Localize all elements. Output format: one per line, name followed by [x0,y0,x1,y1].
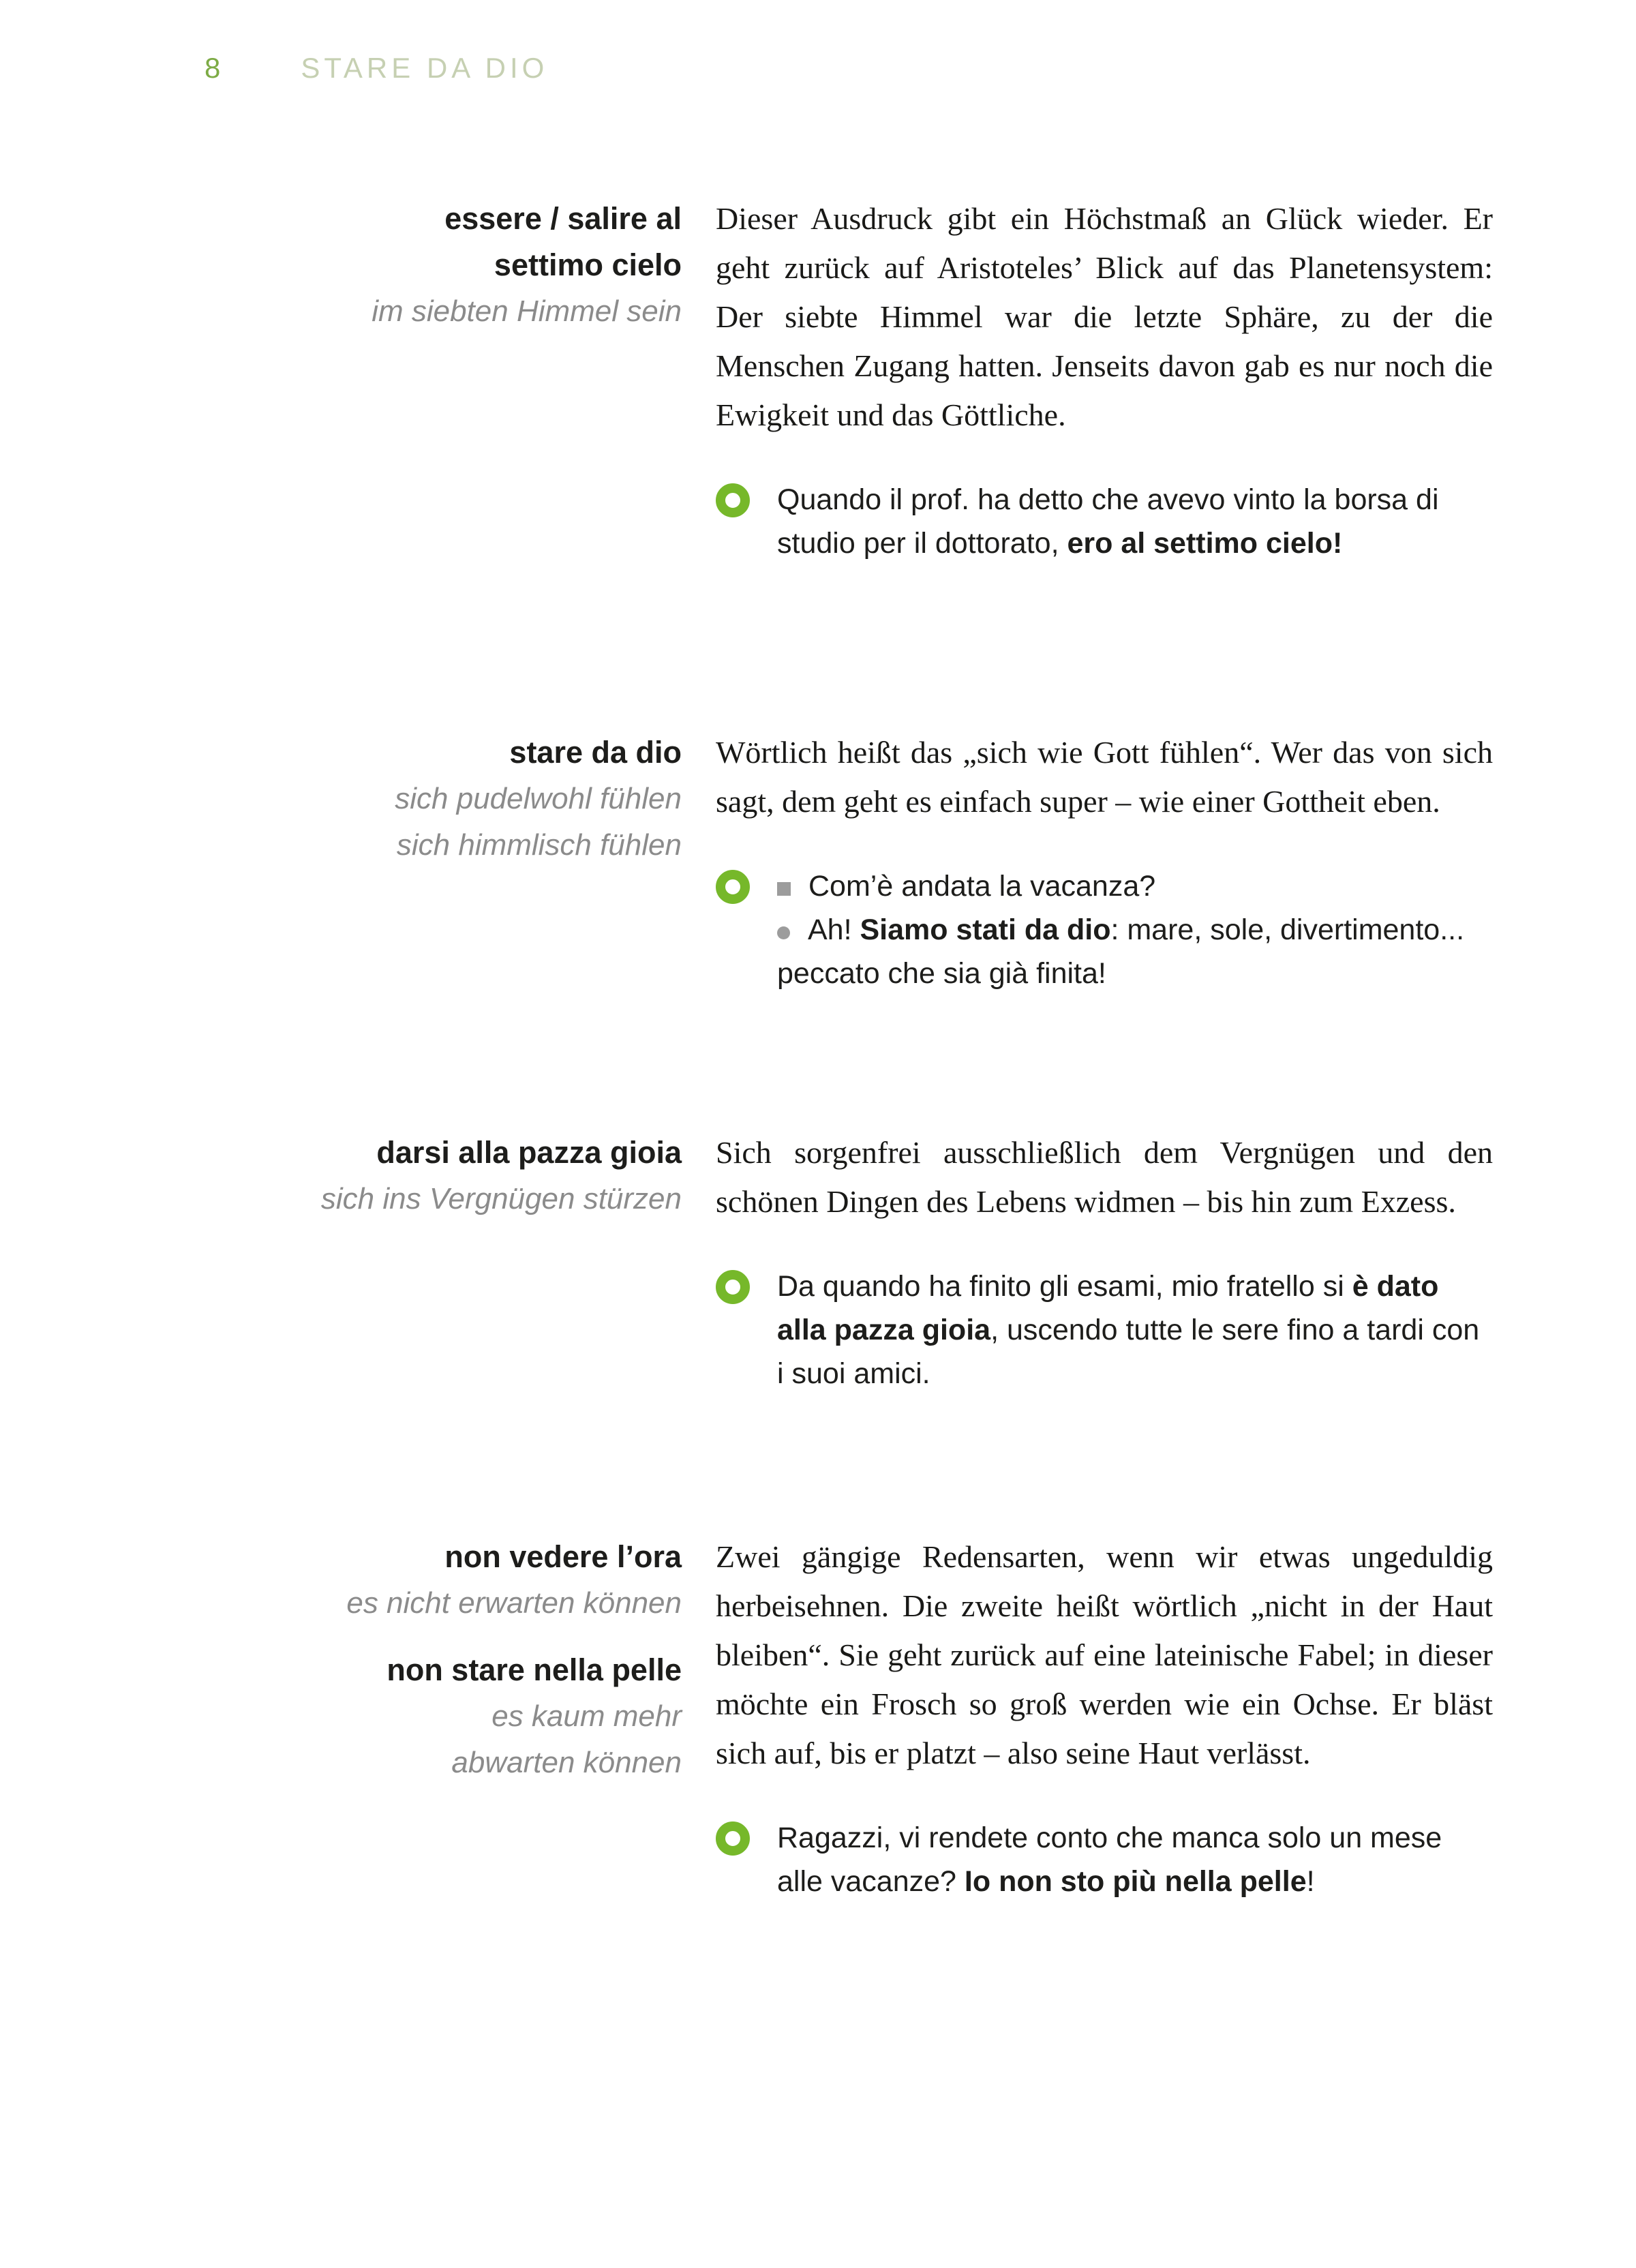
text-segment: , uscendo tutte le sere fino a tardi con i suoi amici. [777,1314,1480,1390]
idiom-translation: es nicht erwarten können [346,1586,682,1620]
explanation-column [716,1128,1493,1395]
idiom-entry [204,728,1493,995]
example-block [716,478,1493,565]
headword-column [204,728,682,995]
explanation-text: Sich sorgenfrei ausschließlich dem Vergnügen und den schönen Dingen des Lebens widmen – bis hin zum Exzess. [716,1135,1493,1219]
idiom-headword: darsi alla pazza gioia [376,1135,682,1170]
example-sentence [777,1816,1493,1903]
text-segment: Com’è andata la vacanza? [808,870,1156,903]
explanation-column [716,1532,1493,1903]
idiom-translation: sich himmlisch fühlen [396,828,682,862]
explanation-column [716,728,1493,995]
text-segment: ! [1306,1865,1315,1898]
example-bullet-icon [716,870,750,904]
text-segment-bold: Siamo stati da dio [860,913,1111,946]
explanation-text: Dieser Ausdruck gibt ein Höchstmaß an Glück wieder. Er geht zurück auf Aristoteles’ Blick auf das Planetensystem: Der siebte Himmel war die letzte Sphäre, zu der die Menschen Zugang hatten. Jenseits davon gab es nur noch die Ewigkeit und das Göttliche. [716,201,1493,432]
idiom-entry [204,1532,1493,1903]
example-sentence [777,478,1493,565]
text-segment: Quando il prof. ha detto che avevo vinto la borsa di studio per il dottorato, [777,483,1439,560]
headword-column [204,194,682,565]
idiom-headword: stare da dio [509,735,682,770]
text-segment: Da quando ha finito gli esami, mio fratello si [777,1270,1352,1303]
example-dialogue [777,864,1493,995]
idiom-headword: non vedere l’ora [444,1539,682,1574]
page-number: 8 [204,52,221,84]
explanation-text: Zwei gängige Redensarten, wenn wir etwas ungeduldig herbeisehnen. Die zweite heißt wörtlich „nicht in der Haut bleiben“. Sie geht zurück auf eine lateinische Fabel; in dieser möchte ein Frosch so groß werden wie ein Ochse. Er bläst sich auf, bis er platzt – also seine Haut verlässt. [716,1539,1493,1770]
text-segment-bold: Io non sto più nella pelle [964,1865,1307,1898]
example-block [716,1265,1493,1395]
text-segment: Ragazzi, vi rendete conto che manca solo un mese alle vacanze? [777,1821,1442,1898]
example-block [716,864,1493,995]
running-head [204,52,548,85]
example-bullet-icon [716,1270,750,1304]
example-block [716,1816,1493,1903]
example-bullet-icon [716,1821,750,1856]
idiom-translation: im siebten Himmel sein [372,294,682,328]
idiom-translation: sich pudelwohl fühlen [395,782,682,815]
text-segment: : mare, sole, divertimento... peccato che sia già finita! [777,913,1465,990]
idiom-translation: sich ins Vergnügen stürzen [320,1182,682,1215]
explanation-column [716,194,1493,565]
idiom-headword: settimo cielo [494,247,682,282]
idiom-entry [204,1128,1493,1395]
idiom-headword: non stare nella pelle [387,1652,682,1687]
example-sentence [777,1265,1493,1395]
dialogue-question-bullet-icon [777,882,791,896]
text-segment: Ah! [808,913,860,946]
idiom-translation: es kaum mehr [491,1699,682,1733]
idiom-entry [204,194,1493,565]
example-line [777,1816,1493,1903]
text-segment-bold: ero al settimo cielo! [1067,527,1343,560]
chapter-title: STARE DA DIO [301,52,549,84]
example-line [777,1265,1493,1395]
dialogue-answer [777,908,1493,995]
idiom-headword: essere / salire al [444,201,682,236]
example-line [777,478,1493,565]
idiom-translation: abwarten können [451,1746,682,1779]
explanation-text: Wörtlich heißt das „sich wie Gott fühlen“. Wer das von sich sagt, dem geht es einfach super – wie einer Gottheit eben. [716,735,1493,819]
dialogue-question [777,864,1493,908]
example-bullet-icon [716,483,750,517]
headword-column [204,1532,682,1903]
headword-column [204,1128,682,1395]
dialogue-answer-bullet-icon [777,926,790,939]
text-segment-bold: è dato alla pazza gioia [777,1270,1439,1346]
